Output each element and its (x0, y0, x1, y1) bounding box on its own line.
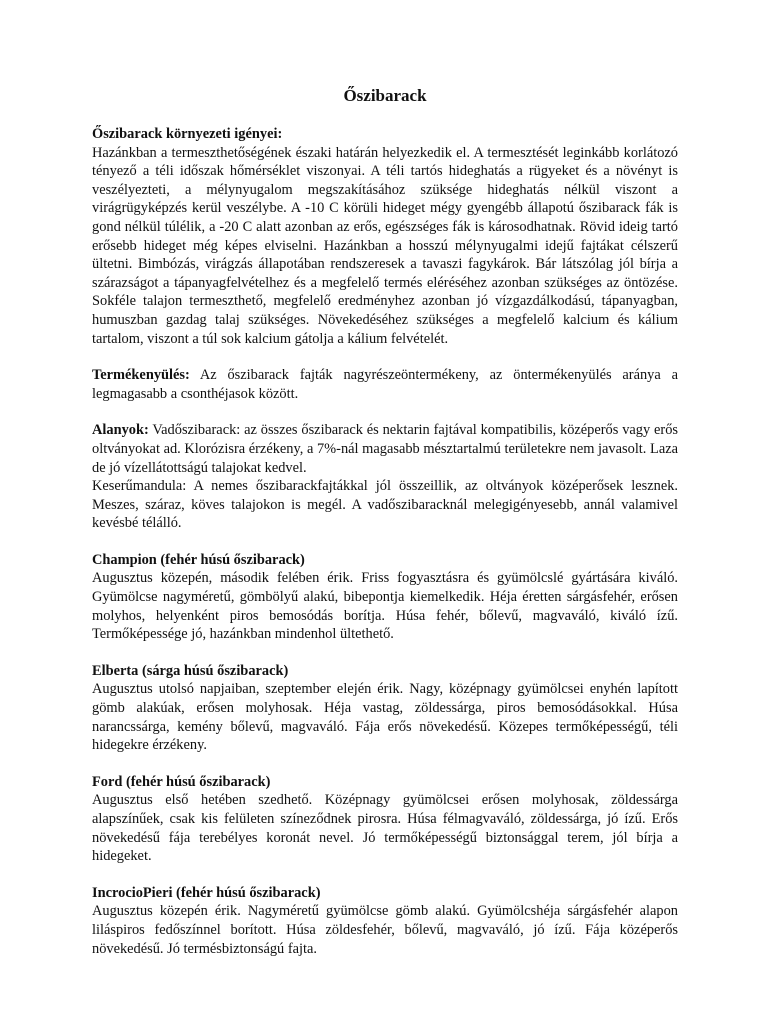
section-variety-incrociopieri (92, 884, 678, 958)
section-variety-champion (92, 551, 678, 644)
alanyok-paragraph-2: Keserűmandula: A nemes őszibarackfajtákkal jól összeillik, az oltványok középerősek lesznek. Meszes, száraz, köves talajokon is megél. A vadőszibaracknál melegigényesebb, annál valamivel kevésbé télálló. (92, 478, 678, 532)
section-variety-elberta (92, 662, 678, 755)
section-variety-ford (92, 773, 678, 866)
section-termekenyules (92, 366, 678, 403)
variety-description: Augusztus utolsó napjaiban, szeptember elején érik. Nagy, középnagy gyümölcsei enyhén lapított gömb alakúak, erősen molyhosak. Héja vastag, zöldessárga, piros bemosódásokkal. Húsa narancssárga, kemény bőlevű, magvaváló. Fája erős növekedésű. Közepes termőképességű, téli hidegekre érzékeny. (92, 681, 678, 754)
variety-heading: Elberta (sárga húsú őszibarack) (92, 662, 289, 679)
termekenyules-heading: Termékenyülés: (92, 367, 190, 384)
section-paragraph: Hazánkban a termeszthetőségének északi határán helyezkedik el. A termesztését leginkább korlátozó tényező a téli időszak hőmérséklet viszonyai. A téli tartós hideghatás a rügyeket és a növényt is veszélyezteti, a mélynyugalom megszakításához szüksége hideghatás nélkül viszont a virágrügyképzés kerül veszélybe. A -10 C körüli hideget mégy gyengébb állapotú őszibarack fák is gond nélkül túlélik, a -20 C alatt azonban az erős, egészséges fák is károsodhatnak. Rövid ideig tartó erősebb hideget még képes elviselni. Hazánkban a hosszú mélynyugalmi idejű fajtákat célszerű ültetni. Bimbózás, virágzás állapotában rendszeresek a tavaszi fagykárok. Bár látszólag jól bírja a szárazságot a tápanyagfelvételhez és a megfelelő termés eléréséhez azonban szükséges az öntözése. Sokféle talajon termeszthető, megfelelő eredményhez azonban jó vízgazdálkodású, tápanyagban, humuszban gazdag talaj szükséges. Növekedéséhez szükséges a megfelelő kalcium és kálium tartalom, viszont a túl sok kalcium gátolja a kálium felvételét. (92, 144, 678, 347)
alanyok-heading: Alanyok: (92, 422, 149, 439)
variety-description: Augusztus közepén érik. Nagyméretű gyümölcse gömb alakú. Gyümölcshéja sárgásfehér alapon liláspiros fedőszínnel borított. Húsa zöldesfehér, bőlevű, magvaváló, jó ízű. Fája középerős növekedésű. Jó termésbiztonságú fajta. (92, 903, 678, 957)
section-environment (92, 125, 678, 348)
page-title: Őszibarack (343, 86, 427, 105)
alanyok-text: Vadőszibarack: az összes őszibarack és nektarin fajtával kompatibilis, középerős vagy erős oltványokat ad. Klorózisra érzékeny, a 7%-nál magasabb mésztartalmú területekre nem javasolt. Laza de jó vízellátottságú talajokat kedvel. (92, 422, 678, 476)
section-heading: Őszibarack környezeti igényei: (92, 126, 283, 142)
section-alanyok (92, 421, 678, 533)
termekenyules-paragraph (92, 366, 678, 403)
alanyok-paragraph (92, 421, 678, 477)
variety-description: Augusztus közepén, második felében érik. Friss fogyasztásra és gyümölcslé gyártására kiváló. Gyümölcse nagyméretű, gömbölyű alakú, bibepontja kiemelkedik. Héja éretten sárgásfehér, erősen molyhos, helyenként piros bemosódás borítja. Húsa fehér, bőlevű, magvaváló, kiváló ízű. Termőképessége jó, hazánkban mindenhol ültethető. (92, 570, 678, 643)
termekenyules-text: Az őszibarack fajták nagyrészeöntermékeny, az öntermékenyülés aránya a legmagasabb a csonthéjasok között. (92, 367, 678, 402)
variety-heading: IncrocioPieri (fehér húsú őszibarack) (92, 884, 321, 901)
variety-heading: Ford (fehér húsú őszibarack) (92, 773, 271, 790)
variety-heading: Champion (fehér húsú őszibarack) (92, 551, 305, 568)
variety-description: Augusztus első hetében szedhető. Középnagy gyümölcsei erősen molyhosak, zöldessárga alapszínűek, csak kis felületen színeződnek pirosra. Húsa félmagvaváló, zöldessárga, jó ízű. Erős növekedésű fája terebélyes koronát nevel. Jó termőképességű biztonsággal terem, jól bírja a hidegeket. (92, 792, 678, 865)
